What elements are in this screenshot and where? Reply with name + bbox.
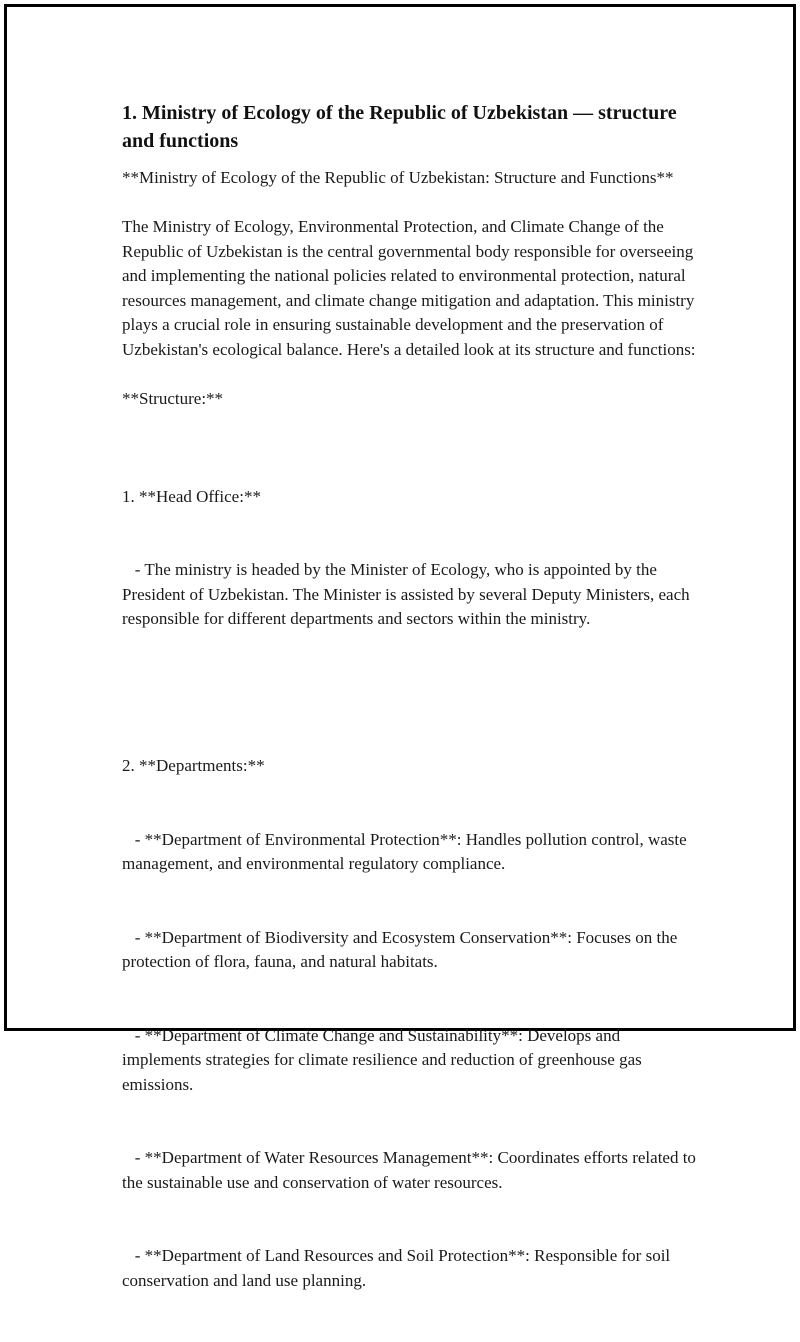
department-item-biodiversity: - **Department of Biodiversity and Ecosystem Conservation**: Focuses on the protection of flora, fauna, and natural habitats. bbox=[122, 927, 682, 971]
subtitle-paragraph: **Ministry of Ecology of the Republic of Uzbekistan: Structure and Functions** bbox=[122, 168, 674, 187]
head-office-heading: 1. **Head Office:** bbox=[122, 486, 261, 506]
department-item-climate-change: - **Department of Climate Change and Sustainability**: Develops and implements strategies for climate resilience and reduction of greenhouse gas emissions. bbox=[122, 1025, 646, 1094]
departments-section bbox=[122, 705, 701, 1342]
department-item-water-resources: - **Department of Water Resources Management**: Coordinates efforts related to the sustainable use and conservation of water resources. bbox=[122, 1148, 701, 1192]
document-title: 1. Ministry of Ecology of the Republic of Uzbekistan — structure and functions bbox=[122, 102, 677, 152]
department-item-environmental-protection: - **Department of Environmental Protection**: Handles pollution control, waste management, and environmental regulatory compliance. bbox=[122, 829, 691, 873]
structure-heading: **Structure:** bbox=[122, 388, 224, 408]
document-body bbox=[122, 99, 701, 1342]
head-office-section bbox=[122, 436, 697, 681]
department-item-land-resources: - **Department of Land Resources and Soil Protection**: Responsible for soil conservation and land use planning. bbox=[122, 1246, 675, 1290]
page-frame bbox=[4, 4, 796, 1290]
head-office-body: - The ministry is headed by the Minister of Ecology, who is appointed by the President of Uzbekistan. The Minister is assisted by several Deputy Ministers, each responsible for different departments and sectors within the ministry. bbox=[122, 560, 694, 628]
departments-heading: 2. **Departments:** bbox=[122, 756, 265, 775]
intro-paragraph: The Ministry of Ecology, Environmental Protection, and Climate Change of the Republic of Uzbekistan is the central governmental body responsible for overseeing and implementing the national policies related to environmental protection, natural resources management, and climate change mitigation and adaptation. This ministry plays a crucial role in ensuring sustainable development and the preservation of Uzbekistan's ecological balance. Here's a detailed look at its structure and functions: bbox=[122, 217, 699, 359]
